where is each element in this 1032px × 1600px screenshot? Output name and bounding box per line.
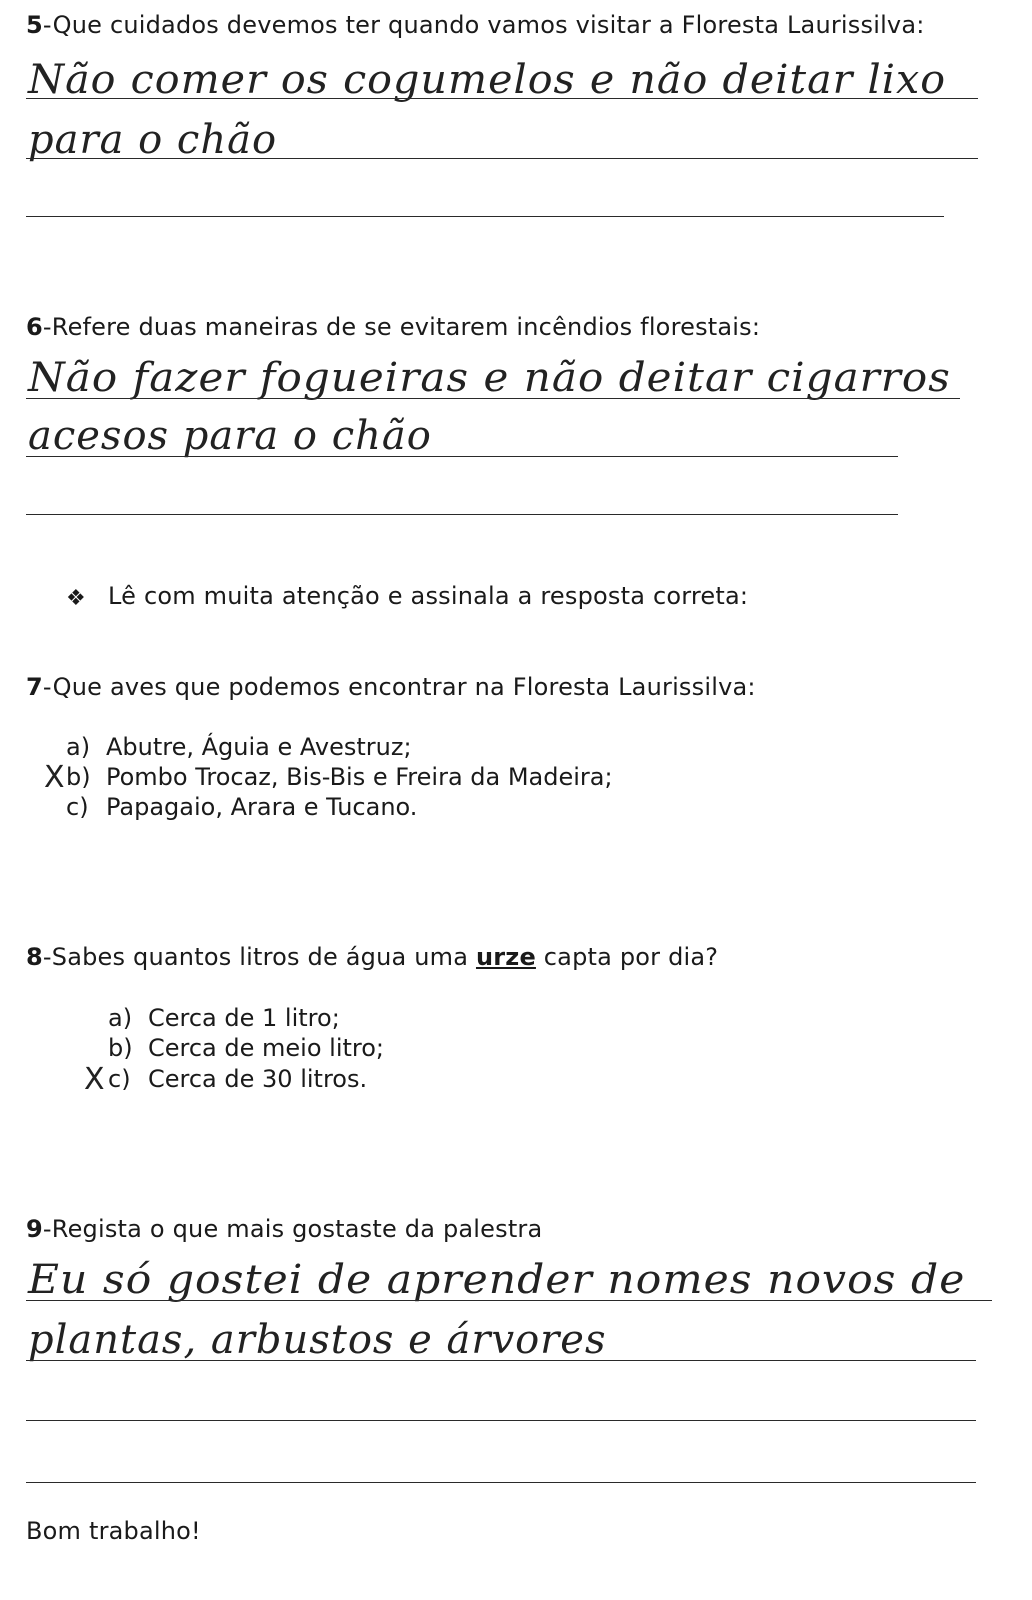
question-5-answer-line-2: para o chão xyxy=(28,117,278,163)
question-9-prompt xyxy=(26,1214,542,1244)
answer-line xyxy=(26,514,898,515)
question-8-text-before: -Sabes quantos litros de água uma xyxy=(42,943,476,971)
question-6-answer-line-1: Não fazer fogueiras e não deitar cigarros xyxy=(28,355,951,401)
question-8-option-c[interactable] xyxy=(108,1064,367,1094)
question-9-answer-line-1: Eu só gostei de aprender nomes novos de xyxy=(28,1257,966,1303)
answer-line xyxy=(26,216,944,217)
answer-line xyxy=(26,398,960,399)
question-8-number: 8 xyxy=(26,943,43,971)
closing-text: Bom trabalho! xyxy=(26,1517,201,1545)
answer-line xyxy=(26,1420,976,1421)
option-text: Cerca de meio litro; xyxy=(148,1034,385,1062)
question-6-number: 6 xyxy=(26,313,43,341)
option-letter: b) xyxy=(108,1034,133,1062)
question-9-text: -Regista o que mais gostaste da palestra xyxy=(42,1215,543,1243)
question-7-text: -Que aves que podemos encontrar na Floresta Laurissilva: xyxy=(42,673,756,701)
answer-line xyxy=(26,1360,976,1361)
question-6-prompt xyxy=(26,312,760,342)
question-5-text: -Que cuidados devemos ter quando vamos visitar a Floresta Laurissilva: xyxy=(42,11,925,39)
question-6-answer-line-2: acesos para o chão xyxy=(28,413,432,459)
question-7-option-c[interactable] xyxy=(66,792,417,822)
question-8-text-after: capta por dia? xyxy=(535,943,719,971)
question-8-prompt xyxy=(26,942,718,972)
question-5-prompt xyxy=(26,10,925,40)
option-text: Cerca de 1 litro; xyxy=(148,1004,340,1032)
option-letter: a) xyxy=(66,733,91,761)
option-letter: b) xyxy=(66,763,91,791)
question-7-prompt xyxy=(26,672,756,702)
answer-line xyxy=(26,1482,976,1483)
question-5-number: 5 xyxy=(26,11,43,39)
question-8-option-a[interactable] xyxy=(108,1003,340,1033)
option-text: Cerca de 30 litros. xyxy=(148,1065,368,1093)
four-diamond-bullet-icon: ❖ xyxy=(66,586,86,611)
answer-line xyxy=(26,158,978,159)
option-text: Papagaio, Arara e Tucano. xyxy=(106,793,418,821)
question-9-answer-line-2: plantas, arbustos e árvores xyxy=(28,1317,607,1363)
question-7-selected-mark: X xyxy=(44,760,65,795)
question-9-number: 9 xyxy=(26,1215,43,1243)
question-8-option-b[interactable] xyxy=(108,1033,384,1063)
question-7-number: 7 xyxy=(26,673,43,701)
option-letter: c) xyxy=(66,793,89,821)
question-7-option-b[interactable] xyxy=(66,762,613,792)
question-5-answer-line-1: Não comer os cogumelos e não deitar lixo xyxy=(28,57,947,103)
option-letter: a) xyxy=(108,1004,133,1032)
question-7-option-a[interactable] xyxy=(66,732,412,762)
option-text: Abutre, Águia e Avestruz; xyxy=(106,733,412,761)
question-8-selected-mark: X xyxy=(84,1062,105,1097)
question-6-text: -Refere duas maneiras de se evitarem incêndios florestais: xyxy=(42,313,761,341)
instruction-text: Lê com muita atenção e assinala a resposta correta: xyxy=(108,582,749,610)
question-8-emphasis: urze xyxy=(475,943,536,971)
option-text: Pombo Trocaz, Bis-Bis e Freira da Madeira; xyxy=(106,763,613,791)
answer-line xyxy=(26,456,898,457)
answer-line xyxy=(26,98,978,99)
option-letter: c) xyxy=(108,1065,131,1093)
answer-line xyxy=(26,1300,992,1301)
